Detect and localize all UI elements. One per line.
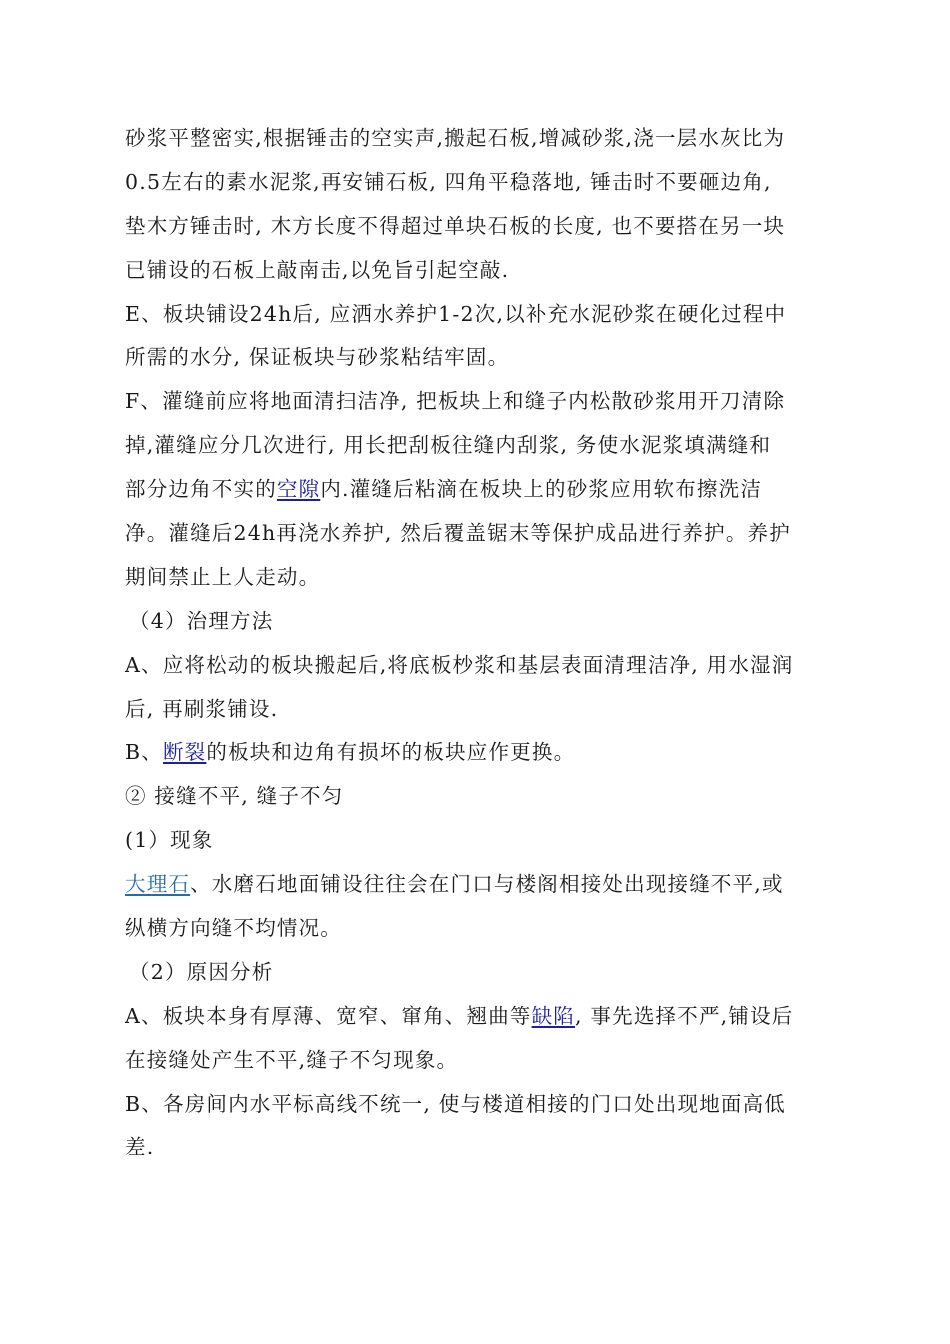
link-quexian[interactable]: 缺陷	[531, 1003, 576, 1028]
text-line: 差.	[125, 1135, 155, 1160]
document-body	[125, 117, 825, 1170]
link-dalishi[interactable]: 大理石	[125, 872, 191, 897]
text-line: F、灌缝前应将地面清扫洁净, 把板块上和缝子内松散砂浆用开刀清除	[125, 389, 786, 414]
text-line-with-link	[125, 995, 825, 1039]
subsection-heading: ② 接缝不平, 缝子不匀	[125, 784, 344, 809]
text-fragment: , 事先选择不严,铺设后	[575, 1003, 794, 1028]
link-duanlie[interactable]: 断裂	[162, 740, 207, 765]
text-line: B、各房间内水平标高线不统一, 使与楼道相接的门口处出现地面高低	[125, 1091, 786, 1116]
text-fragment: 部分边角不实的	[125, 477, 277, 502]
text-fragment: B、	[125, 740, 163, 765]
text-line: 所需的水分, 保证板块与砂浆粘结牢固。	[125, 345, 510, 370]
text-line: A、应将松动的板块搬起后,将底板杪浆和基层表面清理洁净, 用水湿润	[125, 652, 794, 677]
text-line: 纵横方向缝不均情况。	[125, 916, 342, 941]
text-line: 垫木方锤击时, 木方长度不得超过单块石板的长度, 也不要搭在另一块	[125, 213, 786, 238]
link-kongxi[interactable]: 空隙	[276, 477, 321, 502]
text-fragment: A、板块本身有厚薄、宽窄、窜角、翘曲等	[125, 1003, 532, 1028]
text-line: E、板块铺设24h后, 应洒水养护1-2次,以补充水泥砂浆在硬化过程中	[125, 301, 787, 326]
text-line: 砂浆平整密实,根据锤击的空实声,搬起石板,增减砂浆,浇一层水灰比为	[125, 126, 786, 150]
text-line: 期间禁止上人走动。	[125, 564, 321, 589]
text-line: 后, 再刷浆铺设.	[125, 696, 279, 721]
text-fragment: 、水磨石地面铺设往往会在门口与楼阁相接处出现接缝不平,或	[190, 872, 784, 897]
text-line-with-link	[125, 731, 825, 775]
text-line: 0.5左右的素水泥浆,再安铺石板, 四角平稳落地, 锤击时不要砸边角,	[125, 169, 772, 194]
section-heading: （4）治理方法	[129, 608, 274, 633]
text-fragment: 内.灌缝后粘滴在板块上的砂浆应用软布擦洗洁	[320, 477, 763, 502]
section-heading: （2）原因分析	[129, 959, 274, 984]
text-line: 已铺设的石板上敲南击,以免旨引起空敲.	[125, 257, 510, 282]
text-line-with-link	[125, 863, 825, 907]
text-line: 在接缝处产生不平,缝子不匀现象。	[125, 1047, 459, 1072]
text-line: 掉,灌缝应分几次进行, 用长把刮板往缝内刮浆, 务使水泥浆填满缝和	[125, 433, 772, 458]
text-line: 净。灌缝后24h再浇水养护, 然后覆盖锯末等保护成品进行养护。养护	[125, 521, 791, 546]
text-line-with-link	[125, 468, 825, 512]
text-fragment: 的板块和边角有损坏的板块应作更换。	[206, 740, 576, 765]
section-heading: (1）现象	[125, 828, 214, 853]
